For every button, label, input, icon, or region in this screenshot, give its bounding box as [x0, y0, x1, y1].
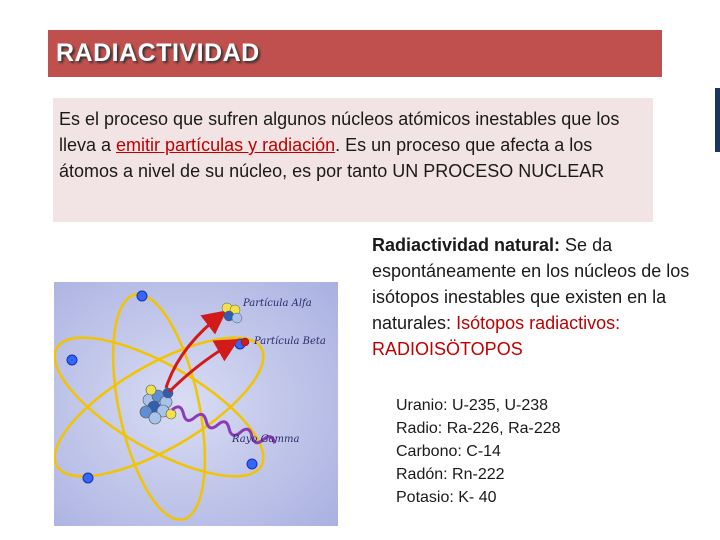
beta-label: Partícula Beta: [254, 336, 326, 347]
isotope-item: Carbono: C-14: [396, 443, 501, 460]
title-bar: [48, 30, 662, 77]
natural-body: Se da espontáneamente en los núcleos de los isótopos inestables que existen en la naturales:: [372, 235, 690, 333]
page-title: RADIACTIVIDAD: [56, 39, 260, 67]
gamma-label: Rayo Gamma: [232, 434, 300, 445]
isotope-item: Uranio: U-235, U-238: [396, 397, 549, 414]
natural-isotopes-label: Isótopos radiactivos:: [456, 313, 621, 333]
definition-highlight: emitir partículas y radiación: [116, 135, 336, 155]
definition-box: [53, 98, 653, 222]
definition-text-start: Es el proceso que sufren algunos núcleos atómicos inestables que los lleva a: [59, 109, 620, 155]
natural-radioactivity-text: [372, 232, 702, 362]
isotope-item: Radón: Rn-222: [396, 466, 505, 483]
definition-text-end: . Es un proceso que afecta a los átomos a nivel de su núcleo, es por tanto UN PROCESO NUCLEAR: [59, 135, 605, 181]
alpha-label: Partícula Alfa: [243, 298, 312, 309]
figure-background: [54, 282, 338, 526]
atom-illustration: [54, 282, 338, 526]
natural-radioisotopes: RADIOISÖTOPOS: [372, 339, 523, 359]
isotope-item: Radio: Ra-226, Ra-228: [396, 420, 561, 437]
beta-particle: [241, 338, 249, 346]
natural-heading: Radiactividad natural:: [372, 235, 561, 255]
isotope-list: [396, 394, 646, 509]
atom-svg: [54, 282, 338, 526]
edge-decoration: [715, 88, 720, 152]
isotope-item: Potasio: K- 40: [396, 489, 497, 506]
